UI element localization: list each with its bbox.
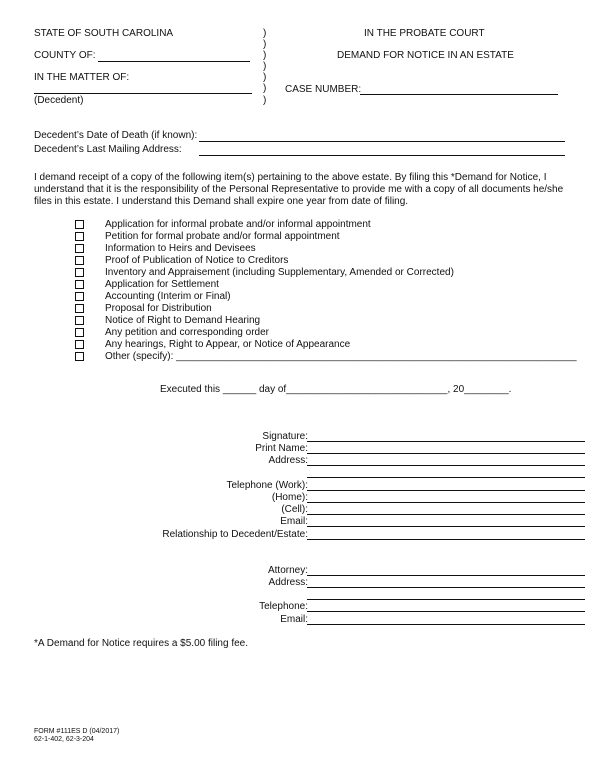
item-label: Information to Heirs and Devisees — [105, 243, 256, 254]
date-of-death-label: Decedent’s Date of Death (if known): — [34, 130, 198, 141]
item-checkbox[interactable] — [75, 220, 84, 229]
item-checkbox[interactable] — [75, 292, 84, 301]
mailing-address-field[interactable] — [199, 155, 565, 156]
item-label: Proof of Publication of Notice to Creditors — [105, 255, 289, 266]
telephone-home-label: (Home): — [271, 492, 308, 503]
county-field[interactable] — [98, 61, 250, 62]
item-checkbox[interactable] — [75, 304, 84, 313]
item-label: Inventory and Appraisement (including Supplementary, Amended or Corrected) — [105, 267, 454, 278]
item-label: Notice of Right to Demand Hearing — [105, 315, 261, 326]
item-checkbox[interactable] — [75, 244, 84, 253]
caption-paren: ) — [263, 39, 267, 50]
item-checkbox[interactable] — [75, 256, 84, 265]
caption-paren: ) — [263, 28, 267, 39]
item-checkbox[interactable] — [75, 328, 84, 337]
case-number-field[interactable] — [360, 94, 558, 95]
item-label: Proposal for Distribution — [105, 303, 212, 314]
demand-paragraph: I demand receipt of a copy of the following item(s) pertaining to the above estate. By filing this *Demand for Notice, I understand that it is the responsibility of the Personal Representative to provide me with a copy of all documents he/she files in this estate. I understand this Demand shall expire one year from date of filing. — [34, 172, 564, 207]
item-checkbox[interactable] — [75, 232, 84, 241]
attorney-label: Attorney: — [267, 565, 308, 576]
telephone-cell-label: (Cell): — [281, 504, 308, 515]
county-label: COUNTY OF: — [34, 50, 96, 61]
email-label: Email: — [280, 516, 308, 527]
item-checkbox[interactable] — [75, 352, 84, 361]
print-name-field[interactable] — [307, 453, 585, 454]
court-heading: IN THE PROBATE COURT — [364, 28, 485, 39]
attorney-telephone-field[interactable] — [307, 611, 585, 612]
caption-paren: ) — [263, 95, 267, 106]
item-label: Application for informal probate and/or informal appointment — [105, 219, 371, 230]
telephone-work-field[interactable] — [307, 490, 585, 491]
telephone-cell-field[interactable] — [307, 514, 585, 515]
email-field[interactable] — [307, 526, 585, 527]
item-label: Any hearings, Right to Appear, or Notice of Appearance — [105, 339, 351, 350]
matter-label: IN THE MATTER OF: — [34, 72, 130, 83]
item-label: Accounting (Interim or Final) — [105, 291, 231, 302]
attorney-field[interactable] — [307, 575, 585, 576]
address-field[interactable] — [307, 465, 585, 466]
item-label: Any petition and corresponding order — [105, 327, 269, 338]
attorney-address-line-2-field[interactable] — [307, 599, 585, 600]
attorney-address-field[interactable] — [307, 587, 585, 588]
caption-paren: ) — [263, 72, 267, 83]
mailing-address-label: Decedent’s Last Mailing Address: — [34, 144, 182, 155]
item-checkbox[interactable] — [75, 316, 84, 325]
attorney-email-field[interactable] — [307, 624, 585, 625]
address-line-2-field[interactable] — [307, 477, 585, 478]
attorney-telephone-label: Telephone: — [259, 601, 308, 612]
print-name-label: Print Name: — [255, 443, 308, 454]
relationship-field[interactable] — [307, 539, 585, 540]
document-title: DEMAND FOR NOTICE IN AN ESTATE — [337, 50, 514, 61]
telephone-home-field[interactable] — [307, 502, 585, 503]
attorney-address-label: Address: — [268, 577, 308, 588]
item-checkbox[interactable] — [75, 280, 84, 289]
state-heading: STATE OF SOUTH CAROLINA — [34, 28, 174, 39]
item-label: Application for Settlement — [105, 279, 219, 290]
caption-paren: ) — [263, 61, 267, 72]
form-number: FORM #111ES D (04/2017) — [34, 728, 120, 735]
signature-field[interactable] — [307, 441, 585, 442]
caption-paren: ) — [263, 83, 267, 94]
item-label: Other (specify): ________________________________________________________________________ — [105, 351, 577, 362]
item-checkbox[interactable] — [75, 268, 84, 277]
date-of-death-field[interactable] — [199, 141, 565, 142]
matter-field[interactable] — [34, 93, 252, 94]
signature-label: Signature: — [262, 431, 308, 442]
item-label: Petition for formal probate and/or formal appointment — [105, 231, 340, 242]
telephone-work-label: Telephone (Work): — [226, 480, 308, 491]
statute-references: 62-1-402, 62-3-204 — [34, 736, 94, 743]
caption-paren: ) — [263, 50, 267, 61]
fee-note: *A Demand for Notice requires a $5.00 filing fee. — [34, 638, 249, 649]
item-checkbox[interactable] — [75, 340, 84, 349]
relationship-label: Relationship to Decedent/Estate: — [162, 529, 308, 540]
case-number-label: CASE NUMBER: — [285, 84, 362, 95]
decedent-label: (Decedent) — [34, 95, 84, 106]
address-label: Address: — [268, 455, 308, 466]
attorney-email-label: Email: — [280, 614, 308, 625]
executed-line: Executed this ______ day of_____________________________, 20________. — [160, 384, 512, 395]
